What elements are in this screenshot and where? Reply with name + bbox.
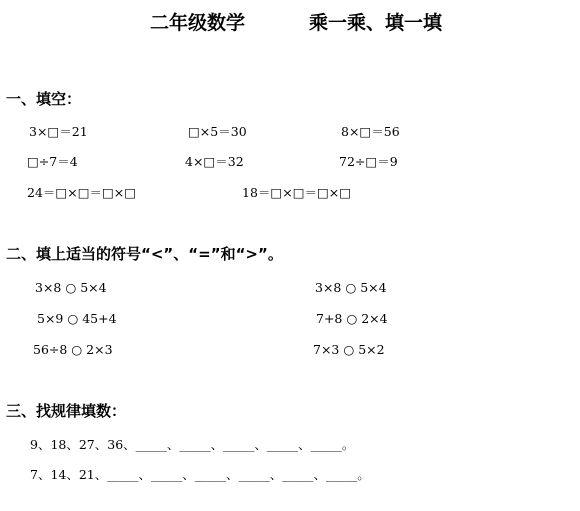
compare-problem: 3×8 ○ 5×4: [35, 280, 107, 295]
section-heading-find-pattern: 三、找规律填数：: [6, 402, 127, 420]
fill-blank-problem: 3×□＝21: [29, 124, 88, 139]
pattern-sequence: 9、18、27、36、_____、_____、_____、_____、_____。: [30, 437, 355, 452]
compare-problem: 7+8 ○ 2×4: [316, 311, 388, 326]
compare-problem: 5×9 ○ 45+4: [37, 311, 117, 326]
fill-blank-problem: 4×□＝32: [185, 154, 244, 169]
compare-problem: 3×8 ○ 5×4: [315, 280, 387, 295]
compare-problem: 56÷8 ○ 2×3: [33, 342, 113, 357]
fill-blank-problem: □×5＝30: [188, 124, 247, 139]
compare-problem: 7×3 ○ 5×2: [313, 342, 385, 357]
pattern-sequence: 7、14、21、_____、_____、_____、_____、_____、_____。: [30, 467, 370, 482]
fill-blank-problem: 8×□＝56: [341, 124, 400, 139]
fill-blank-problem: 24＝□×□＝□×□: [27, 185, 137, 200]
section-heading-fill-blank: 一、填空：: [6, 90, 82, 108]
fill-blank-problem: 18＝□×□＝□×□: [242, 185, 352, 200]
worksheet-title-topic: 乘一乘、填一填: [309, 12, 443, 34]
fill-blank-problem: □÷7＝4: [27, 154, 78, 169]
fill-blank-problem: 72÷□＝9: [339, 154, 398, 169]
worksheet-title-subject: 二年级数学: [150, 12, 246, 34]
section-heading-compare-symbols: 二、填上适当的符号“<”、“=”和“>”。: [6, 245, 283, 263]
